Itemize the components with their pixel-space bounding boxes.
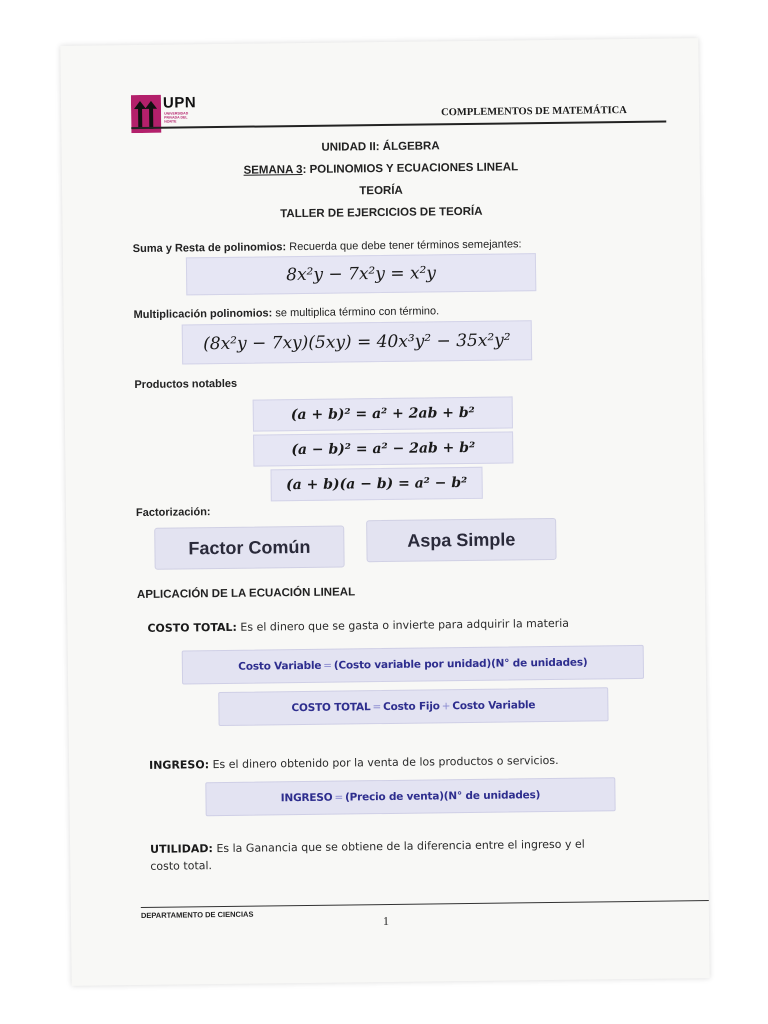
unit-title: UNIDAD II: ÁLGEBRA (321, 140, 440, 154)
header-divider (131, 121, 666, 130)
utility-paragraph (150, 835, 670, 875)
utility-text-2: costo total. (150, 859, 213, 873)
income-text: Es el dinero obtenido por la venta de los productos o servicios. (208, 753, 559, 772)
notable-label: Productos notables (134, 377, 238, 392)
cost-variable-formula (182, 645, 644, 685)
ct-term-c: Costo Variable (452, 699, 536, 713)
inc-eq: = (334, 791, 344, 804)
ct-eq: = (372, 701, 382, 714)
sum-text: Recuerda que debe tener términos semejantes: (286, 238, 522, 254)
footer-divider (141, 900, 710, 908)
cv-eq: = (323, 659, 332, 672)
ct-plus: + (441, 700, 451, 713)
inc-term-c: (N° de unidades) (443, 789, 541, 803)
document-page (60, 38, 709, 986)
factor-label: Factorización: (135, 506, 211, 520)
page-number: 1 (382, 913, 390, 929)
sum-label: Suma y Resta de polinomios: (132, 241, 287, 256)
ct-term-b: Costo Fijo (382, 700, 440, 714)
income-label: INGRESO: (148, 758, 210, 772)
application-title: APLICACIÓN DE LA ECUACIÓN LINEAL (136, 586, 356, 602)
factor-comun-box: Factor Común (154, 525, 344, 569)
inc-term-b: (Precio de venta) (344, 790, 444, 804)
notable-formula-3: (a + b)(a − b) = a² − b² (270, 467, 482, 502)
logo-text: UPN (162, 94, 197, 112)
mult-formula: (8x²y − 7xy)(5xy) = 40x³y² − 35x²y² (182, 320, 532, 364)
notable-section (134, 378, 237, 391)
course-title: COMPLEMENTOS DE MATEMÁTICA (441, 105, 627, 119)
logo-subtext: UNIVERSIDAD PRIVADA DEL NORTE (164, 111, 189, 124)
department-label: DEPARTAMENTO DE CIENCIAS (140, 909, 254, 921)
week-prefix: SEMANA 3 (243, 163, 303, 177)
sum-formula: 8x²y − 7x²y = x²y (186, 253, 536, 295)
cv-term-b: (Costo variable por unidad) (333, 657, 492, 672)
mult-section (134, 305, 440, 321)
income-paragraph (149, 751, 669, 774)
utility-label: UTILIDAD: (150, 842, 213, 856)
theory-title: TEORÍA (359, 184, 403, 198)
cost-paragraph (147, 614, 617, 637)
aspa-simple-box: Aspa Simple (366, 518, 556, 562)
week-rest: : POLINOMIOS Y ECUACIONES LINEAL (302, 161, 519, 176)
factor-section (136, 506, 211, 519)
week-title (62, 159, 700, 179)
workshop-title: TALLER DE EJERCICIOS DE TEORÍA (280, 205, 483, 221)
utility-text: Es la Ganancia que se obtiene de la diferencia entre el ingreso y el (212, 837, 585, 856)
mult-label: Multiplicación polinomios: (133, 307, 273, 322)
cv-term-a: Costo Variable (238, 659, 322, 673)
cost-text: Es el dinero que se gasta o invierte para adquirir la materia (236, 616, 570, 634)
ct-term-a: COSTO TOTAL (291, 701, 371, 715)
income-formula (205, 777, 615, 816)
mult-text: se multiplica término con término. (272, 305, 440, 320)
notable-formula-2: (a − b)² = a² − 2ab + b² (253, 431, 513, 466)
cost-total-formula (218, 687, 608, 726)
cv-term-c: (N° de unidades) (490, 656, 588, 670)
notable-formula-1: (a + b)² = a² + 2ab + b² (253, 396, 513, 431)
cost-label: COSTO TOTAL: (147, 620, 237, 635)
inc-term-a: INGRESO (280, 791, 333, 805)
sum-section (133, 238, 522, 255)
